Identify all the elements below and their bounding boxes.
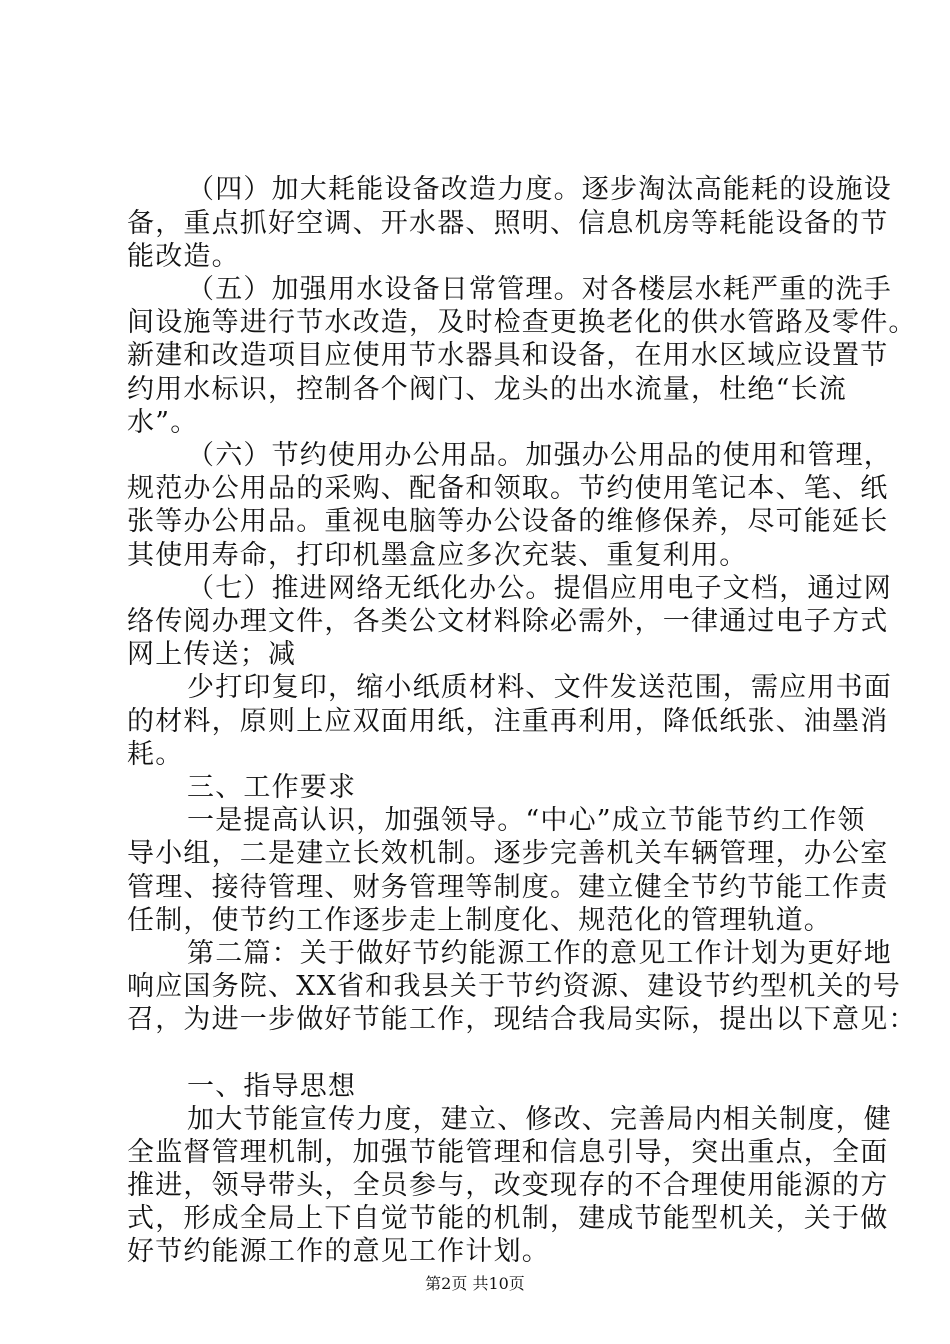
page-number-footer: 第2页 共10页 [425,1274,525,1293]
paragraph-line: 加大节能宣传力度，建立、修改、完善局内相关制度，健 [187,1104,892,1135]
paragraph-line: 导小组，二是建立长效机制。逐步完善机关车辆管理，办公室 [127,838,889,869]
paragraph-line: 备，重点抓好空调、开水器、照明、信息机房等耗能设备的节 [127,208,889,239]
paragraph-line: 能改造。 [127,241,240,272]
paragraph-line: （七）推进网络无纸化办公。提倡应用电子文档，通过网 [187,573,892,604]
paragraph-line: （四）加大耗能设备改造力度。逐步淘汰高能耗的设施设 [187,174,892,205]
paragraph-line: 响应国务院、XX省和我县关于节约资源、建设节约型机关的号 [127,971,902,1002]
paragraph-line: 网上传送；减 [127,639,297,670]
paragraph-line: 好节约能源工作的意见工作计划。 [127,1236,550,1267]
paragraph-line: 第二篇：关于做好节约能源工作的意见工作计划为更好地 [187,938,892,969]
paragraph-line: 新建和改造项目应使用节水器具和设备，在用水区域应设置节 [127,340,889,371]
paragraph-line: 络传阅办理文件，各类公文材料除必需外，一律通过电子方式 [127,606,889,637]
paragraph-line: 少打印复印，缩小纸质材料、文件发送范围，需应用书面 [187,672,892,703]
paragraph-line: 耗。 [127,739,184,770]
paragraph-line: 任制，使节约工作逐步走上制度化、规范化的管理轨道。 [127,905,832,936]
section-heading: 三、工作要求 [187,772,357,803]
paragraph-line: 管理、接待管理、财务管理等制度。建立健全节约节能工作责 [127,872,889,903]
paragraph-line: （五）加强用水设备日常管理。对各楼层水耗严重的洗手 [187,274,892,305]
paragraph-line: 的材料，原则上应双面用纸，注重再利用，降低纸张、油墨消 [127,706,889,737]
paragraph-line: 式，形成全局上下自觉节能的机制，建成节能型机关，关于做 [127,1203,889,1234]
paragraph-line: 全监督管理机制，加强节能管理和信息引导，突出重点，全面 [127,1137,889,1168]
section-heading: 一、指导思想 [187,1071,357,1102]
paragraph-line: 推进，领导带头，全员参与，改变现存的不合理使用能源的方 [127,1170,889,1201]
paragraph-line: 规范办公用品的采购、配备和领取。节约使用笔记本、笔、纸 [127,473,889,504]
paragraph-line: 间设施等进行节水改造，及时检查更换老化的供水管路及零件。 [127,307,917,338]
paragraph-line: 召，为进一步做好节能工作，现结合我局实际，提出以下意见： [127,1004,917,1035]
paragraph-line: 张等办公用品。重视电脑等办公设备的维修保养，尽可能延长 [127,506,889,537]
paragraph-line: 水”。 [127,407,199,438]
paragraph-line: 约用水标识，控制各个阀门、龙头的出水流量，杜绝“长流 [127,374,848,405]
paragraph-line: 其使用寿命，打印机墨盒应多次充装、重复利用。 [127,540,748,571]
paragraph-line: （六）节约使用办公用品。加强办公用品的使用和管理， [187,440,892,471]
paragraph-line: 一是提高认识，加强领导。“中心”成立节能节约工作领 [187,805,866,836]
